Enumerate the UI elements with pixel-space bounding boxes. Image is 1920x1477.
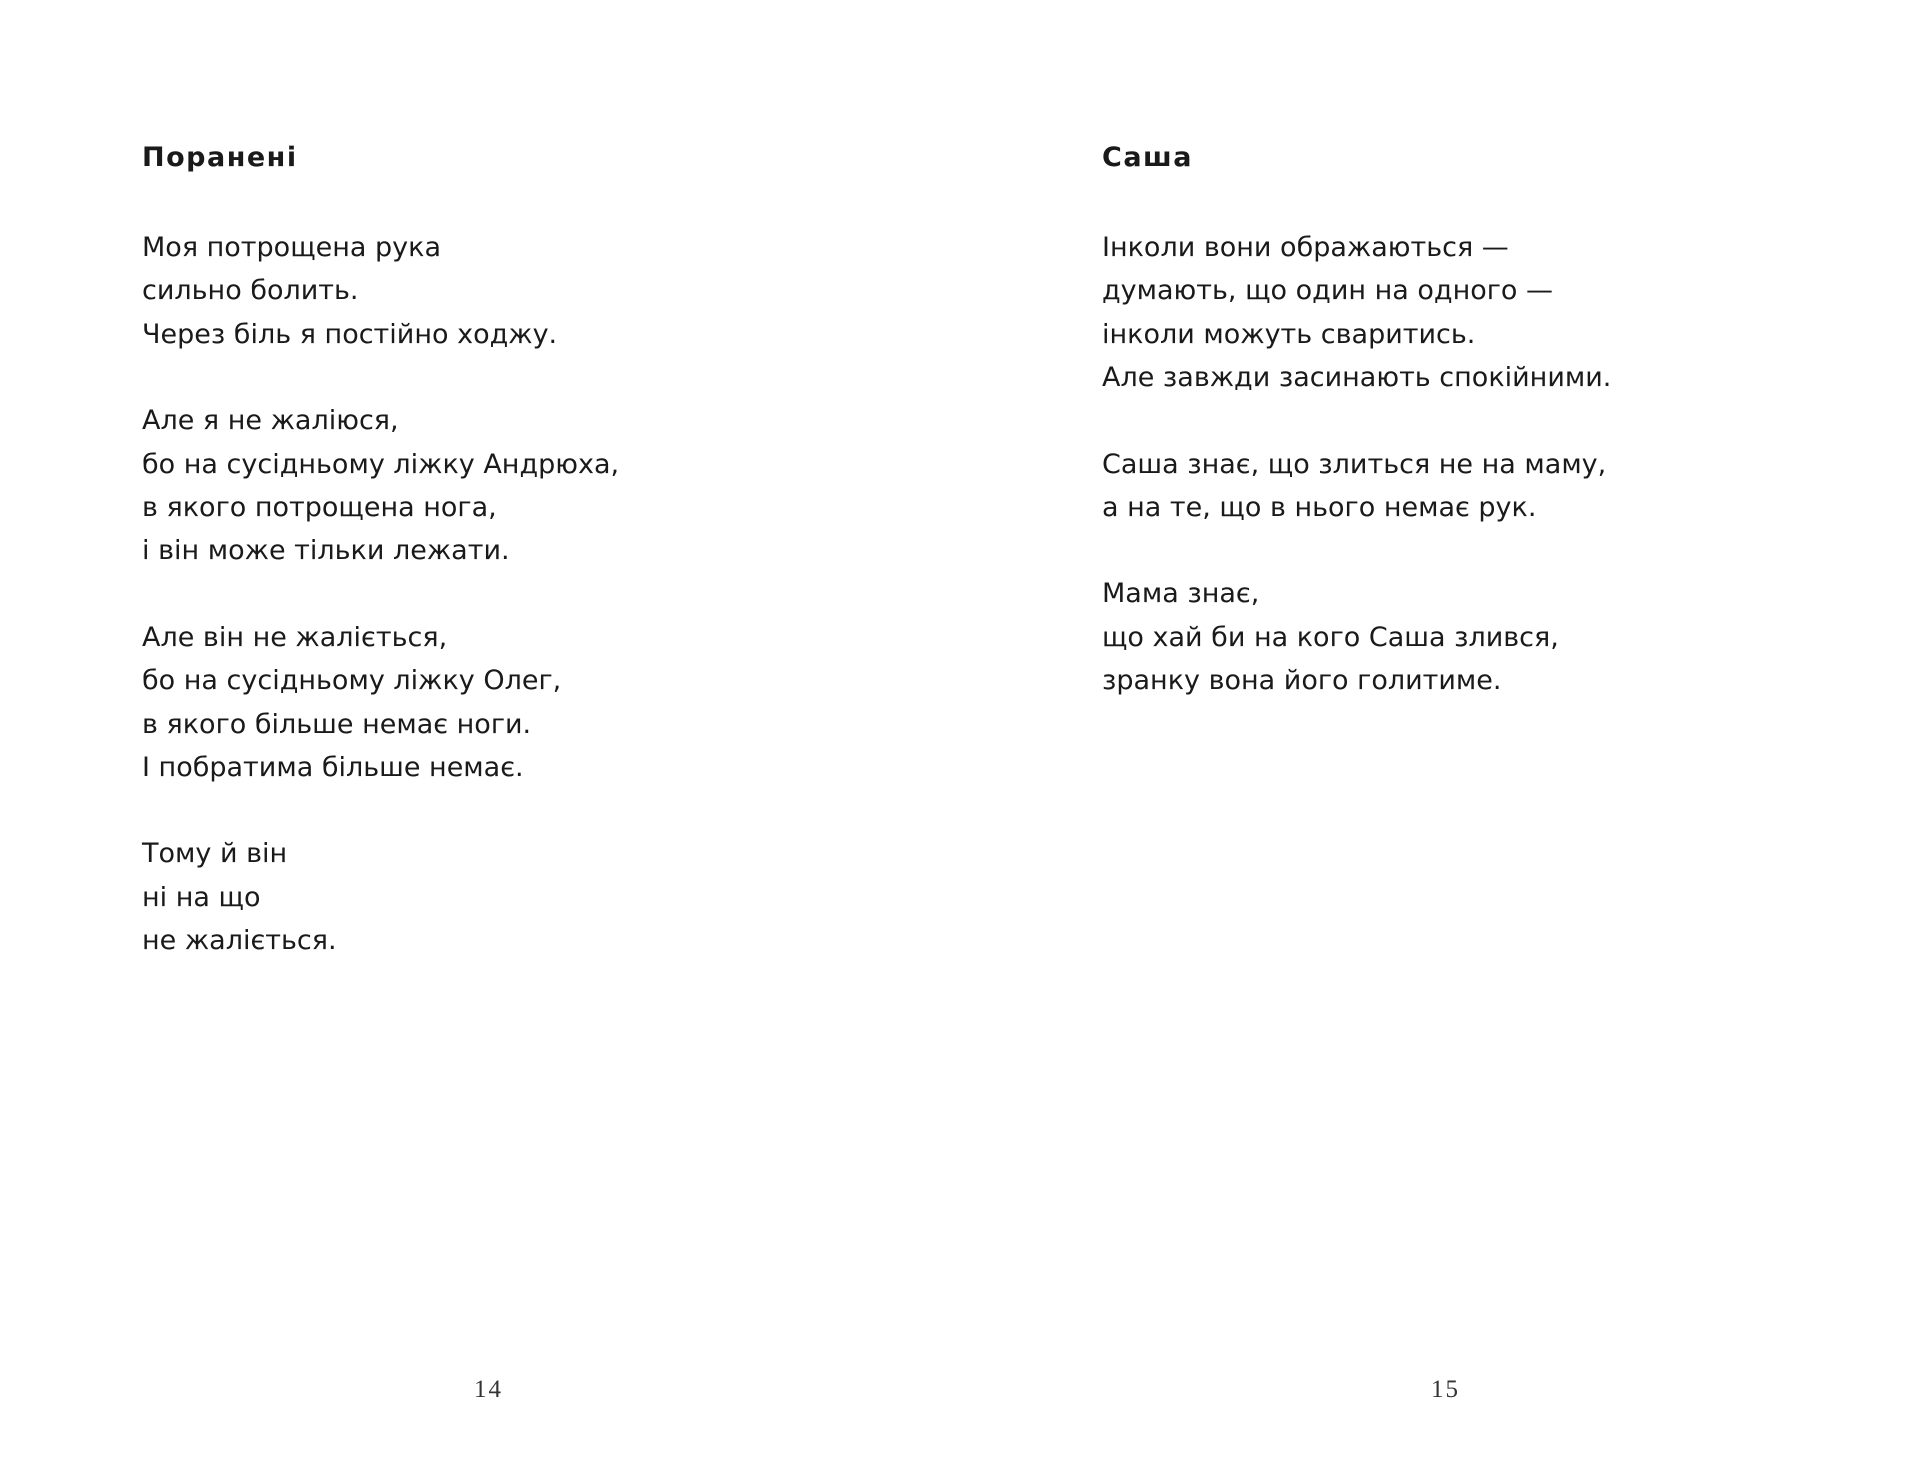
poem-line: бо на сусідньому ліжку Олег, (142, 665, 562, 697)
stanza (142, 226, 619, 356)
page-number: 14 (474, 1376, 503, 1403)
poem-line: в якого потрощена нога, (142, 492, 497, 524)
poem-line: інколи можуть сваритись. (1102, 318, 1476, 350)
poem-line: Але він не жаліється, (142, 621, 448, 653)
poem-line: ні на що (142, 881, 261, 913)
poem-poranieni (142, 140, 619, 1006)
poem-line: Тому й він (142, 838, 288, 870)
poem-line: що хай би на кого Саша злився, (1102, 621, 1559, 653)
stanza (1102, 226, 1611, 400)
stanza (1102, 572, 1611, 702)
poem-line: зранку вона його голитиме. (1102, 665, 1502, 697)
poem-line: Мама знає, (1102, 578, 1260, 610)
poem-line: і він може тільки лежати. (142, 535, 510, 567)
poem-title: Поранені (142, 142, 298, 173)
poem-line: бо на сусідньому ліжку Андрюха, (142, 448, 620, 480)
poem-line: а на те, що в нього немає рук. (1102, 492, 1537, 524)
poem-line: сильно болить. (142, 275, 359, 307)
poem-line: І побратима більше немає. (142, 752, 524, 784)
poem-title: Саша (1102, 142, 1193, 173)
poem-line: Але я не жаліюся, (142, 405, 399, 437)
right-page (960, 0, 1920, 1477)
poem-line: Але завжди засинають спокійними. (1102, 362, 1612, 394)
poem-line: Моя потрощена рука (142, 232, 441, 263)
poem-line: в якого більше немає ноги. (142, 708, 532, 740)
poem-line: Інколи вони ображаються — (1102, 232, 1509, 263)
poem-line: Через біль я постійно ходжу. (142, 318, 558, 350)
stanza (142, 399, 619, 573)
poem-line: не жаліється. (142, 925, 337, 957)
stanza (142, 616, 619, 790)
stanza (1102, 443, 1611, 530)
page-number: 15 (1431, 1376, 1460, 1403)
poem-line: думають, що один на одного — (1102, 275, 1554, 307)
poem-line: Саша знає, що злиться не на маму, (1102, 448, 1607, 480)
poem-sasha (1102, 140, 1611, 746)
stanza (142, 832, 619, 962)
